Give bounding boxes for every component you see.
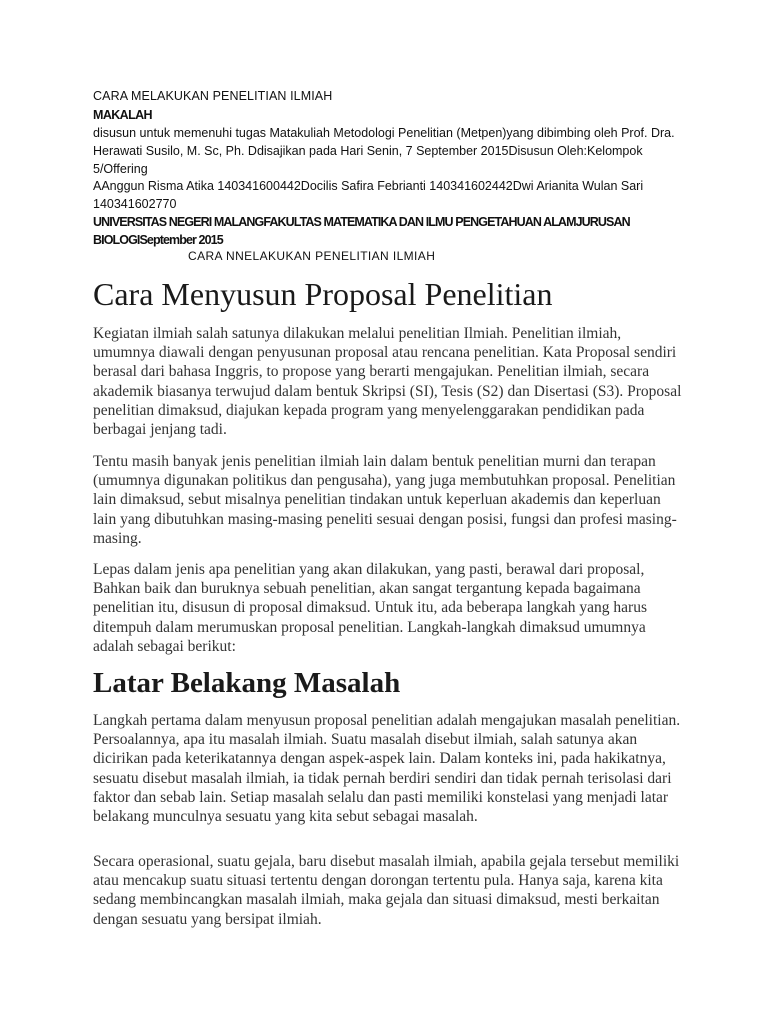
document-authors: AAnggun Risma Atika 140341600442Docilis Safira Febrianti 140341602442Dwi Arianita Wulan Sari 140341602770 [93,179,644,211]
document-type: MAKALAH [93,108,152,122]
paragraph: Kegiatan ilmiah salah satunya dilakukan melalui penelitian Ilmiah. Penelitian ilmiah, umumnya diawali dengan penyusunan proposal atau rencana penelitian. Kata Proposal sendiri berasal dari bahasa Inggris, to propose yang berarti mengajukan. Penelitian ilmiah, secara akademik biasanya terwujud dalam bentuk Skripsi (SI), Tesis (S2) dan Disertasi (S3). Proposal penelitian dimaksud, diajukan kepada program yang menyelenggarakan pendidikan pada berbagai jenjang tadi. [93,325,682,439]
document-description: disusun untuk memenuhi tugas Matakuliah Metodologi Penelitian (Metpen)yang dibimbing oleh Prof. Dra. Herawati Susilo, M. Sc, Ph. Ddisajikan pada Hari Senin, 7 September 2015Disusun Oleh:Kelompok 5/Offering [93,126,675,176]
section-heading: Latar Belakang Masalah [93,667,401,699]
document-institution: UNIVERSITAS NEGERI MALANGFAKULTAS MATEMATIKA DAN ILMU PENGETAHUAN ALAMJURUSAN BIOLOGISeptember 2015 [93,215,630,247]
paragraph: Langkah pertama dalam menyusun proposal penelitian adalah mengajukan masalah penelitian. Persoalannya, apa itu masalah ilmiah. Suatu masalah disebut ilmiah, salah satunya akan dicirikan pada keterikatannya dengan aspek-aspek lain. Dalam konteks ini, pada hakikatnya, sesuatu disebut masalah ilmiah, ia tidak pernah berdiri sendiri dan tidak pernah terisolasi dari faktor dan sebab lain. Setiap masalah selalu dan pasti memiliki konstelasi yang menjadi latar belakang munculnya sesuatu yang kita sebut sebagai masalah. [93,712,681,826]
paragraph: Secara operasional, suatu gejala, baru disebut masalah ilmiah, apabila gejala tersebut memiliki atau mencakup suatu situasi tertentu dengan dorongan tertentu pula. Hanya saja, karena kita sedang membincangkan masalah ilmiah, maka gejala dan situasi dimaksud, mesti berkaitan dengan sesuatu yang bersipat ilmiah. [93,853,680,928]
paragraph: Tentu masih banyak jenis penelitian ilmiah lain dalam bentuk penelitian murni dan terapan (umumnya digunakan politikus dan pengusaha), yang juga membutuhkan proposal. Penelitian lain dimaksud, sebut misalnya penelitian tindakan untuk keperluan akademis dan keperluan lain yang dibutuhkan masing-masing peneliti sesuai dengan posisi, fungsi dan profesi masing-masing. [93,453,677,547]
document-title: CARA MELAKUKAN PENELITIAN ILMIAH [93,89,333,103]
paragraph: Lepas dalam jenis apa penelitian yang akan dilakukan, yang pasti, berawal dari proposal, Bahkan baik dan buruknya sebuah penelitian, akan sangat tergantung kepada bagaimana penelitian itu, disusun di proposal dimaksud. Untuk itu, ada beberapa langkah yang harus ditempuh dalam merumuskan proposal penelitian. Langkah-langkah dimaksud umumnya adalah sebagai berikut: [93,561,648,655]
document-subtitle: CARA NNELAKUKAN PENELITIAN ILMIAH [188,249,436,263]
article-heading: Cara Menyusun Proposal Penelitian [93,276,553,312]
